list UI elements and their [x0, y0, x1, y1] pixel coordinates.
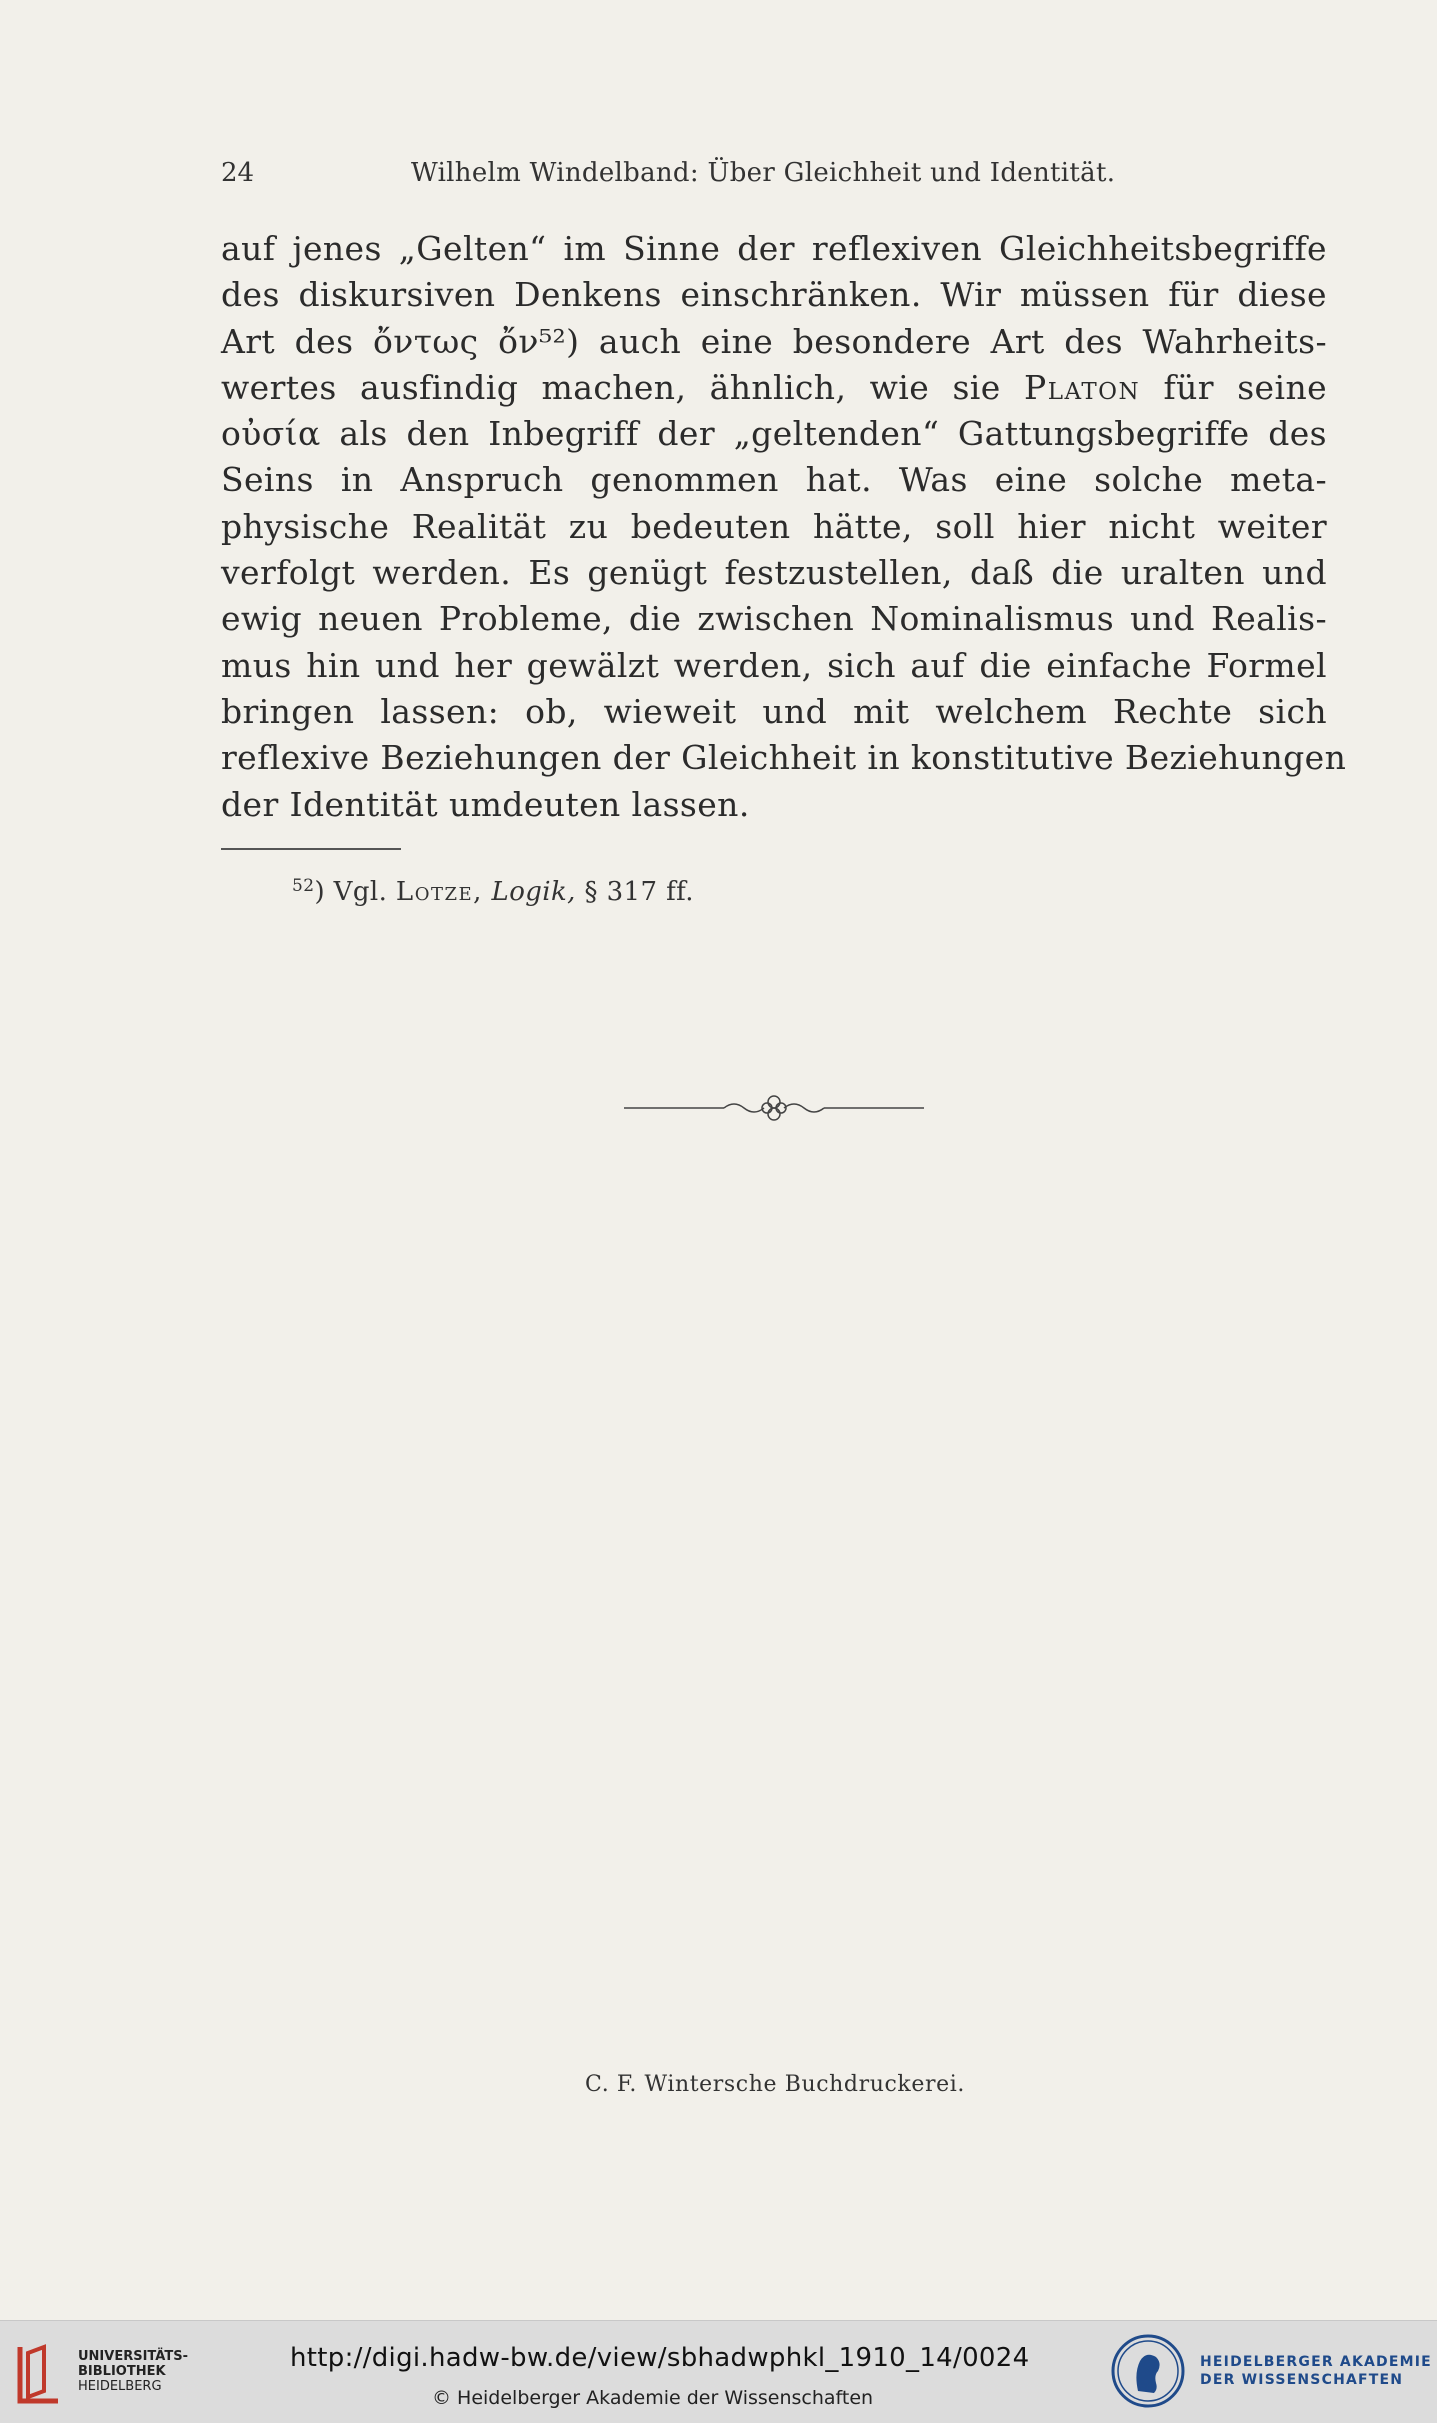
text-line: Art des ὄντως ὄν⁵²) auch eine besondere Art des Wahrheits-: [221, 321, 1327, 361]
footnote-author: Lotze,: [395, 877, 483, 907]
footnote-prefix: ) Vgl.: [314, 877, 388, 907]
text-line: [221, 365, 1327, 411]
body-paragraph: [221, 226, 1347, 828]
printer-imprint: C. F. Wintersche Buchdruckerei.: [585, 2072, 965, 2097]
copyright-notice: © Heidelberger Akademie der Wissenschaften: [432, 2387, 874, 2409]
university-library-logo-icon[interactable]: [14, 2343, 64, 2405]
permalink-url[interactable]: http://digi.hadw-bw.de/view/sbhadwphkl_1910_14/0024: [290, 2343, 1030, 2373]
name-platon: Platon: [1024, 367, 1141, 407]
page-number: 24: [221, 158, 255, 188]
footnote-work: Logik,: [491, 877, 576, 907]
text-line: Seins in Anspruch genommen hat. Was eine solche meta-: [221, 460, 1327, 500]
academy-seal-logo-icon[interactable]: [1110, 2333, 1186, 2409]
text-line: der Identität umdeuten lassen.: [221, 784, 750, 824]
footnote-marker: 52: [292, 876, 315, 896]
running-header: [221, 158, 1327, 198]
text-line: verfolgt werden. Es genügt festzustellen, daß die uralten und: [221, 553, 1327, 593]
text-line: reflexive Beziehungen der Gleichheit in konstitutive Beziehungen: [221, 738, 1347, 778]
academy-line: HEIDELBERGER AKADEMIE: [1200, 2354, 1432, 2370]
ub-line: HEIDELBERG: [78, 2379, 162, 2394]
text-line: ewig neuen Probleme, die zwischen Nominalismus und Realis-: [221, 599, 1327, 639]
text-line: physische Realität zu bedeuten hätte, soll hier nicht weiter: [221, 506, 1327, 546]
text-line: mus hin und her gewälzt werden, sich auf die einfache Formel: [221, 645, 1327, 685]
university-library-label: [78, 2349, 188, 2394]
academy-line: DER WISSENSCHAFTEN: [1200, 2372, 1404, 2388]
footnote: [292, 876, 694, 907]
text-line: des diskursiven Denkens einschränken. Wir müssen für diese: [221, 275, 1327, 315]
text-line-tail: für seine: [1163, 367, 1328, 407]
academy-label: [1200, 2353, 1432, 2389]
ub-line: UNIVERSITÄTS-: [78, 2349, 188, 2364]
ub-line: BIBLIOTHEK: [78, 2364, 166, 2379]
text-line: auf jenes „Gelten“ im Sinne der reflexiven Gleichheitsbegriffe: [221, 229, 1327, 268]
text-line-head: wertes ausfindig machen, ähnlich, wie sie: [221, 367, 1001, 407]
text-line: οὐσία als den Inbegriff der „geltenden“ Gattungsbegriffe des: [221, 414, 1327, 454]
text-line: bringen lassen: ob, wieweit und mit welchem Rechte sich: [221, 691, 1327, 731]
footnote-rule: [221, 848, 401, 850]
ornament-divider-icon: [624, 1090, 924, 1126]
running-title: Wilhelm Windelband: Über Gleichheit und Identität.: [411, 158, 1116, 188]
viewer-footer: [0, 2320, 1437, 2423]
footnote-reference: § 317 ff.: [584, 877, 694, 907]
